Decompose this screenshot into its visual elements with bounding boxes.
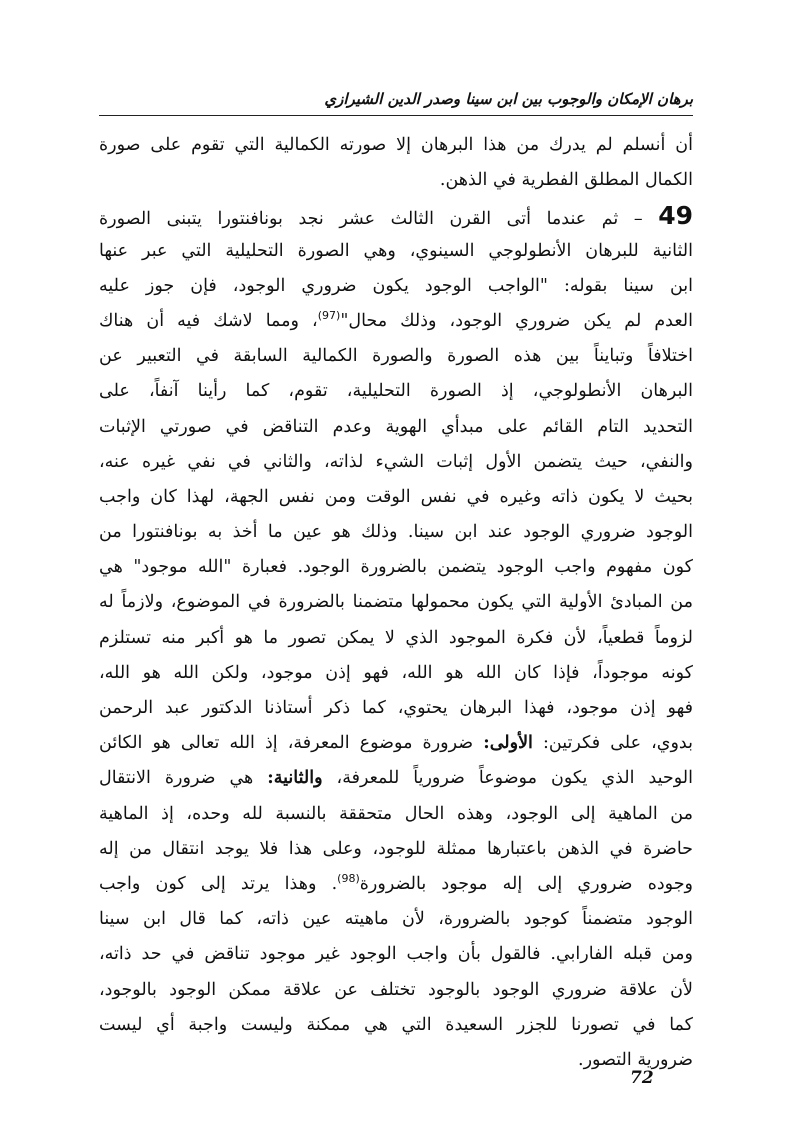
line-text: ضرورة موضوع المعرفة، إذ الله تعالى هو الكائن [99, 733, 474, 754]
text-line: لأن علاقة ضروري الوجود بالوجود تختلف عن علاقة ممكن الوجود بالوجود، [99, 979, 693, 1000]
text-line: ومن قبله الفارابي. فالقول بأن واجب الوجود غير موجود تناقض في حد ذاته، [99, 944, 693, 965]
body-text [99, 128, 693, 1078]
text-line: ضرورية التصور. [578, 1049, 693, 1070]
text-line: كون مفهوم واجب الوجود يتضمن بالضرورة الوجود. فعبارة "الله موجود" هي [99, 557, 693, 578]
text-line: لزوماً قطعياً، لأن فكرة الموجود الذي لا يمكن تصور ما هو أكبر منه تستلزم [99, 627, 693, 648]
line-text: وجوده ضروري إلى إله موجود بالضرورة [359, 873, 693, 894]
paragraph-number: 49 [658, 201, 693, 231]
text-line: ابن سينا بقوله: "الواجب الوجود يكون ضروري الوجود، فإن جوز عليه [99, 275, 693, 296]
text-line: من المبادئ الأولية التي يكون محمولها متضمنا بالضرورة في الموضوع، ولازماً له [99, 592, 693, 613]
text-line: بحيث لا يكون ذاته وغيره في نفس الوقت ومن نفس الجهة، لهذا كان واجب [99, 486, 693, 507]
text-line: والنفي، حيث يتضمن الأول إثبات الشيء لذاته، والثاني في نفي غيره عنه، [99, 451, 693, 472]
line-text: . وهذا يرتد إلى كون واجب [99, 873, 338, 894]
text-line: حاضرة في الذهن باعتبارها ممثلة للوجود، وعلى هذا فلا يوجد انتقال من إله [99, 838, 693, 859]
footnote-ref: (98) [337, 872, 360, 886]
text-line: التحديد التام القائم على مبدأي الهوية وعدم التناقض في صورتي الإثبات [99, 416, 693, 437]
text-line: البرهان الأنطولوجي، إذ الصورة التحليلية، تقوم، كما رأينا آنفاً، على [99, 381, 693, 402]
text-line: الوجود متضمناً كوجود بالضرورة، لأن ماهيته عين ذاته، كما قال ابن سينا [99, 909, 693, 930]
footnote-ref: (97) [317, 309, 341, 323]
text-line: أن أنسلم لم يدرك من هذا البرهان إلا صورته الكمالية التي تقوم على صورة [99, 135, 693, 155]
text-line [99, 761, 693, 796]
text-line [99, 726, 693, 761]
text-line: فهو إذن موجود، فهذا البرهان يحتوي، كما ذكر أستاذنا الدكتور عبد الرحمن [99, 698, 693, 718]
line-text: الوحيد الذي يكون موضوعاً ضرورياً للمعرفة، [336, 768, 693, 789]
line-text: – ثم عندما أتى القرن الثالث عشر نجد بونافنتورا يتبنى الصورة [99, 209, 643, 230]
text-line [99, 198, 693, 233]
line-text: بدوي، على فكرتين: [543, 733, 693, 754]
text-line: الثانية للبرهان الأنطولوجي السينوي، وهي الصورة التحليلية التي عبر عنها [99, 240, 693, 261]
text-line [99, 304, 693, 339]
text-line: كونه موجوداً، فإذا كان الله هو الله، فهو إذن موجود، ولكن الله هو الله، [99, 662, 693, 683]
text-line: الكمال المطلق الفطرية في الذهن. [439, 170, 693, 191]
running-header: برهان الإمكان والوجوب بين ابن سينا وصدر الدين الشيرازي [324, 90, 693, 108]
line-text: ، ومما لاشك فيه أن هناك [99, 310, 318, 331]
text-line: من الماهية إلى الوجود، وهذه الحال متحققة بالنسبة لله وحده، إذ الماهية [99, 803, 693, 824]
line-text: العدم لم يكن ضروري الوجود، وذلك محال" [340, 310, 693, 331]
label-first: الأولى: [483, 733, 533, 754]
line-text: هي ضرورة الانتقال [99, 768, 254, 789]
page-number: 72 [630, 1068, 654, 1088]
text-line [99, 867, 693, 902]
header-rule [99, 115, 693, 116]
label-second: والثانية: [267, 768, 323, 789]
text-line: اختلافاً وتبايناً بين هذه الصورة والصورة الكمالية السابقة في التعبير عن [99, 346, 693, 367]
text-line: الوجود ضروري الوجود عند ابن سينا. وذلك هو عين ما أخذ به بونافنتورا من [99, 522, 693, 543]
text-line: كما في تصورنا للجزر السعيدة التي هي ممكنة وليست واجبة أي ليست [99, 1014, 693, 1035]
